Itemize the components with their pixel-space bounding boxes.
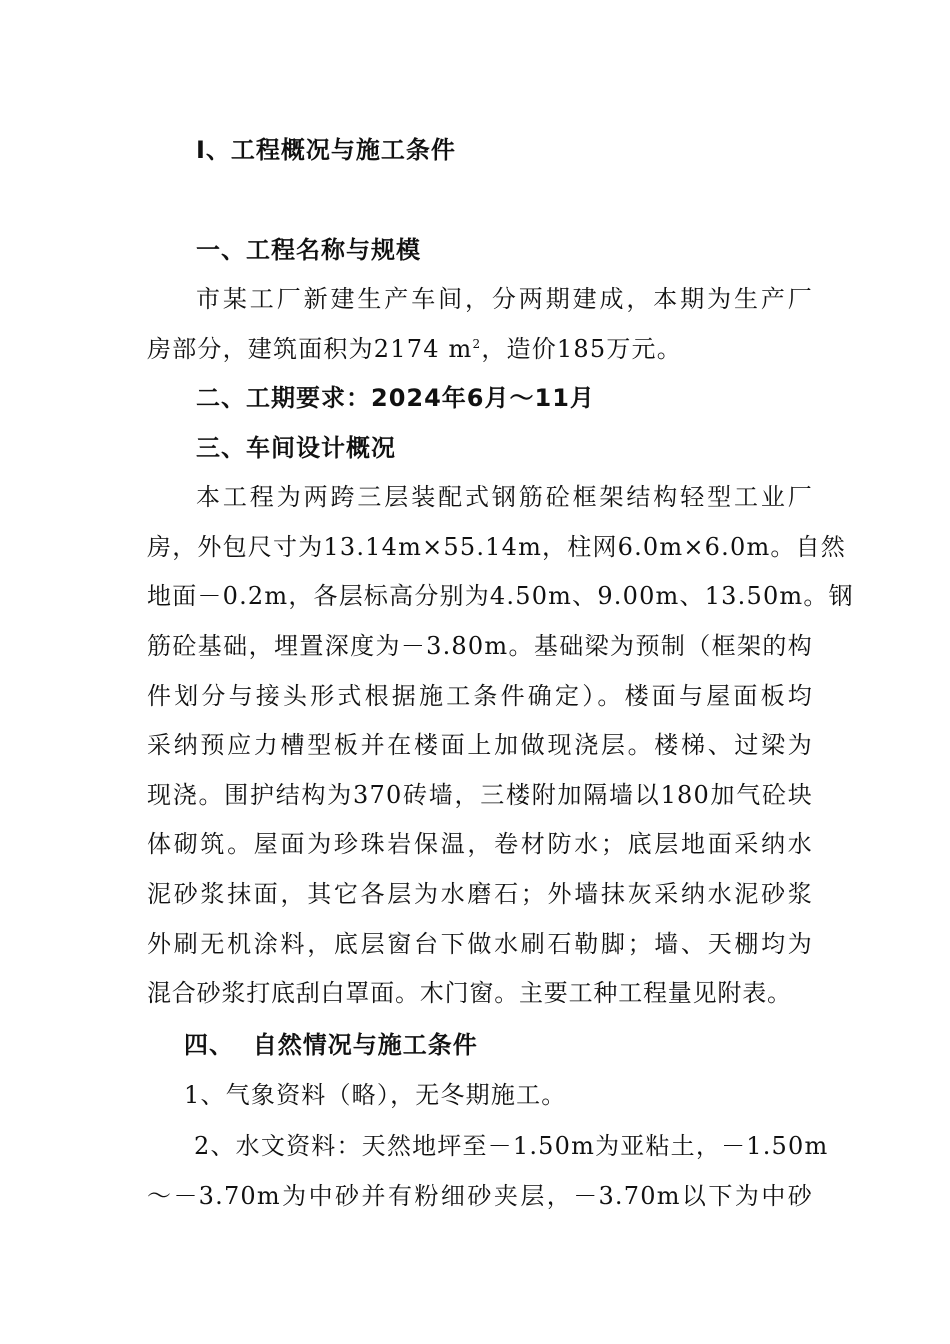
paragraph-line: 混合砂浆打底刮白罩面。木门窗。主要工种工程量见附表。 [147,979,792,1007]
section-heading-schedule: 二、工期要求：2024年6月～11月 [196,384,595,412]
paragraph-line: 外刷无机涂料，底层窗台下做水刷石勒脚；墙、天棚均为 [147,930,813,958]
document-title: I、工程概况与施工条件 [196,136,456,164]
list-item-weather: 1、气象资料（略），无冬期施工。 [184,1081,567,1109]
paragraph-line: 市某工厂新建生产车间，分两期建成，本期为生产厂 [196,285,813,313]
paragraph-line: 体砌筑。屋面为珍珠岩保温，卷材防水；底层地面采纳水 [147,830,813,858]
list-item-hydrology: 2、水文资料：天然地坪至－1.50m为亚粘土，－1.50m [194,1132,829,1160]
paragraph-line [147,333,813,365]
paragraph-line: 地面－0.2m，各层标高分别为4.50m、9.00m、13.50m。钢 [147,582,854,610]
area-unit-superscript: 2 [472,337,482,351]
paragraph-line: 本工程为两跨三层装配式钢筋砼框架结构轻型工业厂 [196,483,813,511]
paragraph-line: 泥砂浆抹面，其它各层为水磨石；外墙抹灰采纳水泥砂浆 [147,880,813,908]
list-item-hydrology-continued: ～－3.70m为中砂并有粉细砂夹层，－3.70m以下为中砂 [147,1182,813,1210]
paragraph-line: 房，外包尺寸为13.14m×55.14m，柱网6.0m×6.0m。自然 [147,533,846,561]
cost-text: ，造价185万元。 [481,335,682,363]
paragraph-line: 采纳预应力槽型板并在楼面上加做现浇层。楼梯、过梁为 [147,731,813,759]
section-heading-natural-conditions: 四、 自然情况与施工条件 [184,1031,478,1059]
area-text: 房部分，建筑面积为2174 m [147,335,473,363]
paragraph-line: 筋砼基础，埋置深度为－3.80m。基础梁为预制（框架的构 [147,632,813,660]
paragraph-line: 件划分与接头形式根据施工条件确定）。楼面与屋面板均 [147,682,813,710]
section-heading-project-name: 一、工程名称与规模 [196,236,421,264]
paragraph-line: 现浇。围护结构为370砖墙，三楼附加隔墙以180加气砼块 [147,781,813,809]
section-heading-design-overview: 三、车间设计概况 [196,434,396,462]
